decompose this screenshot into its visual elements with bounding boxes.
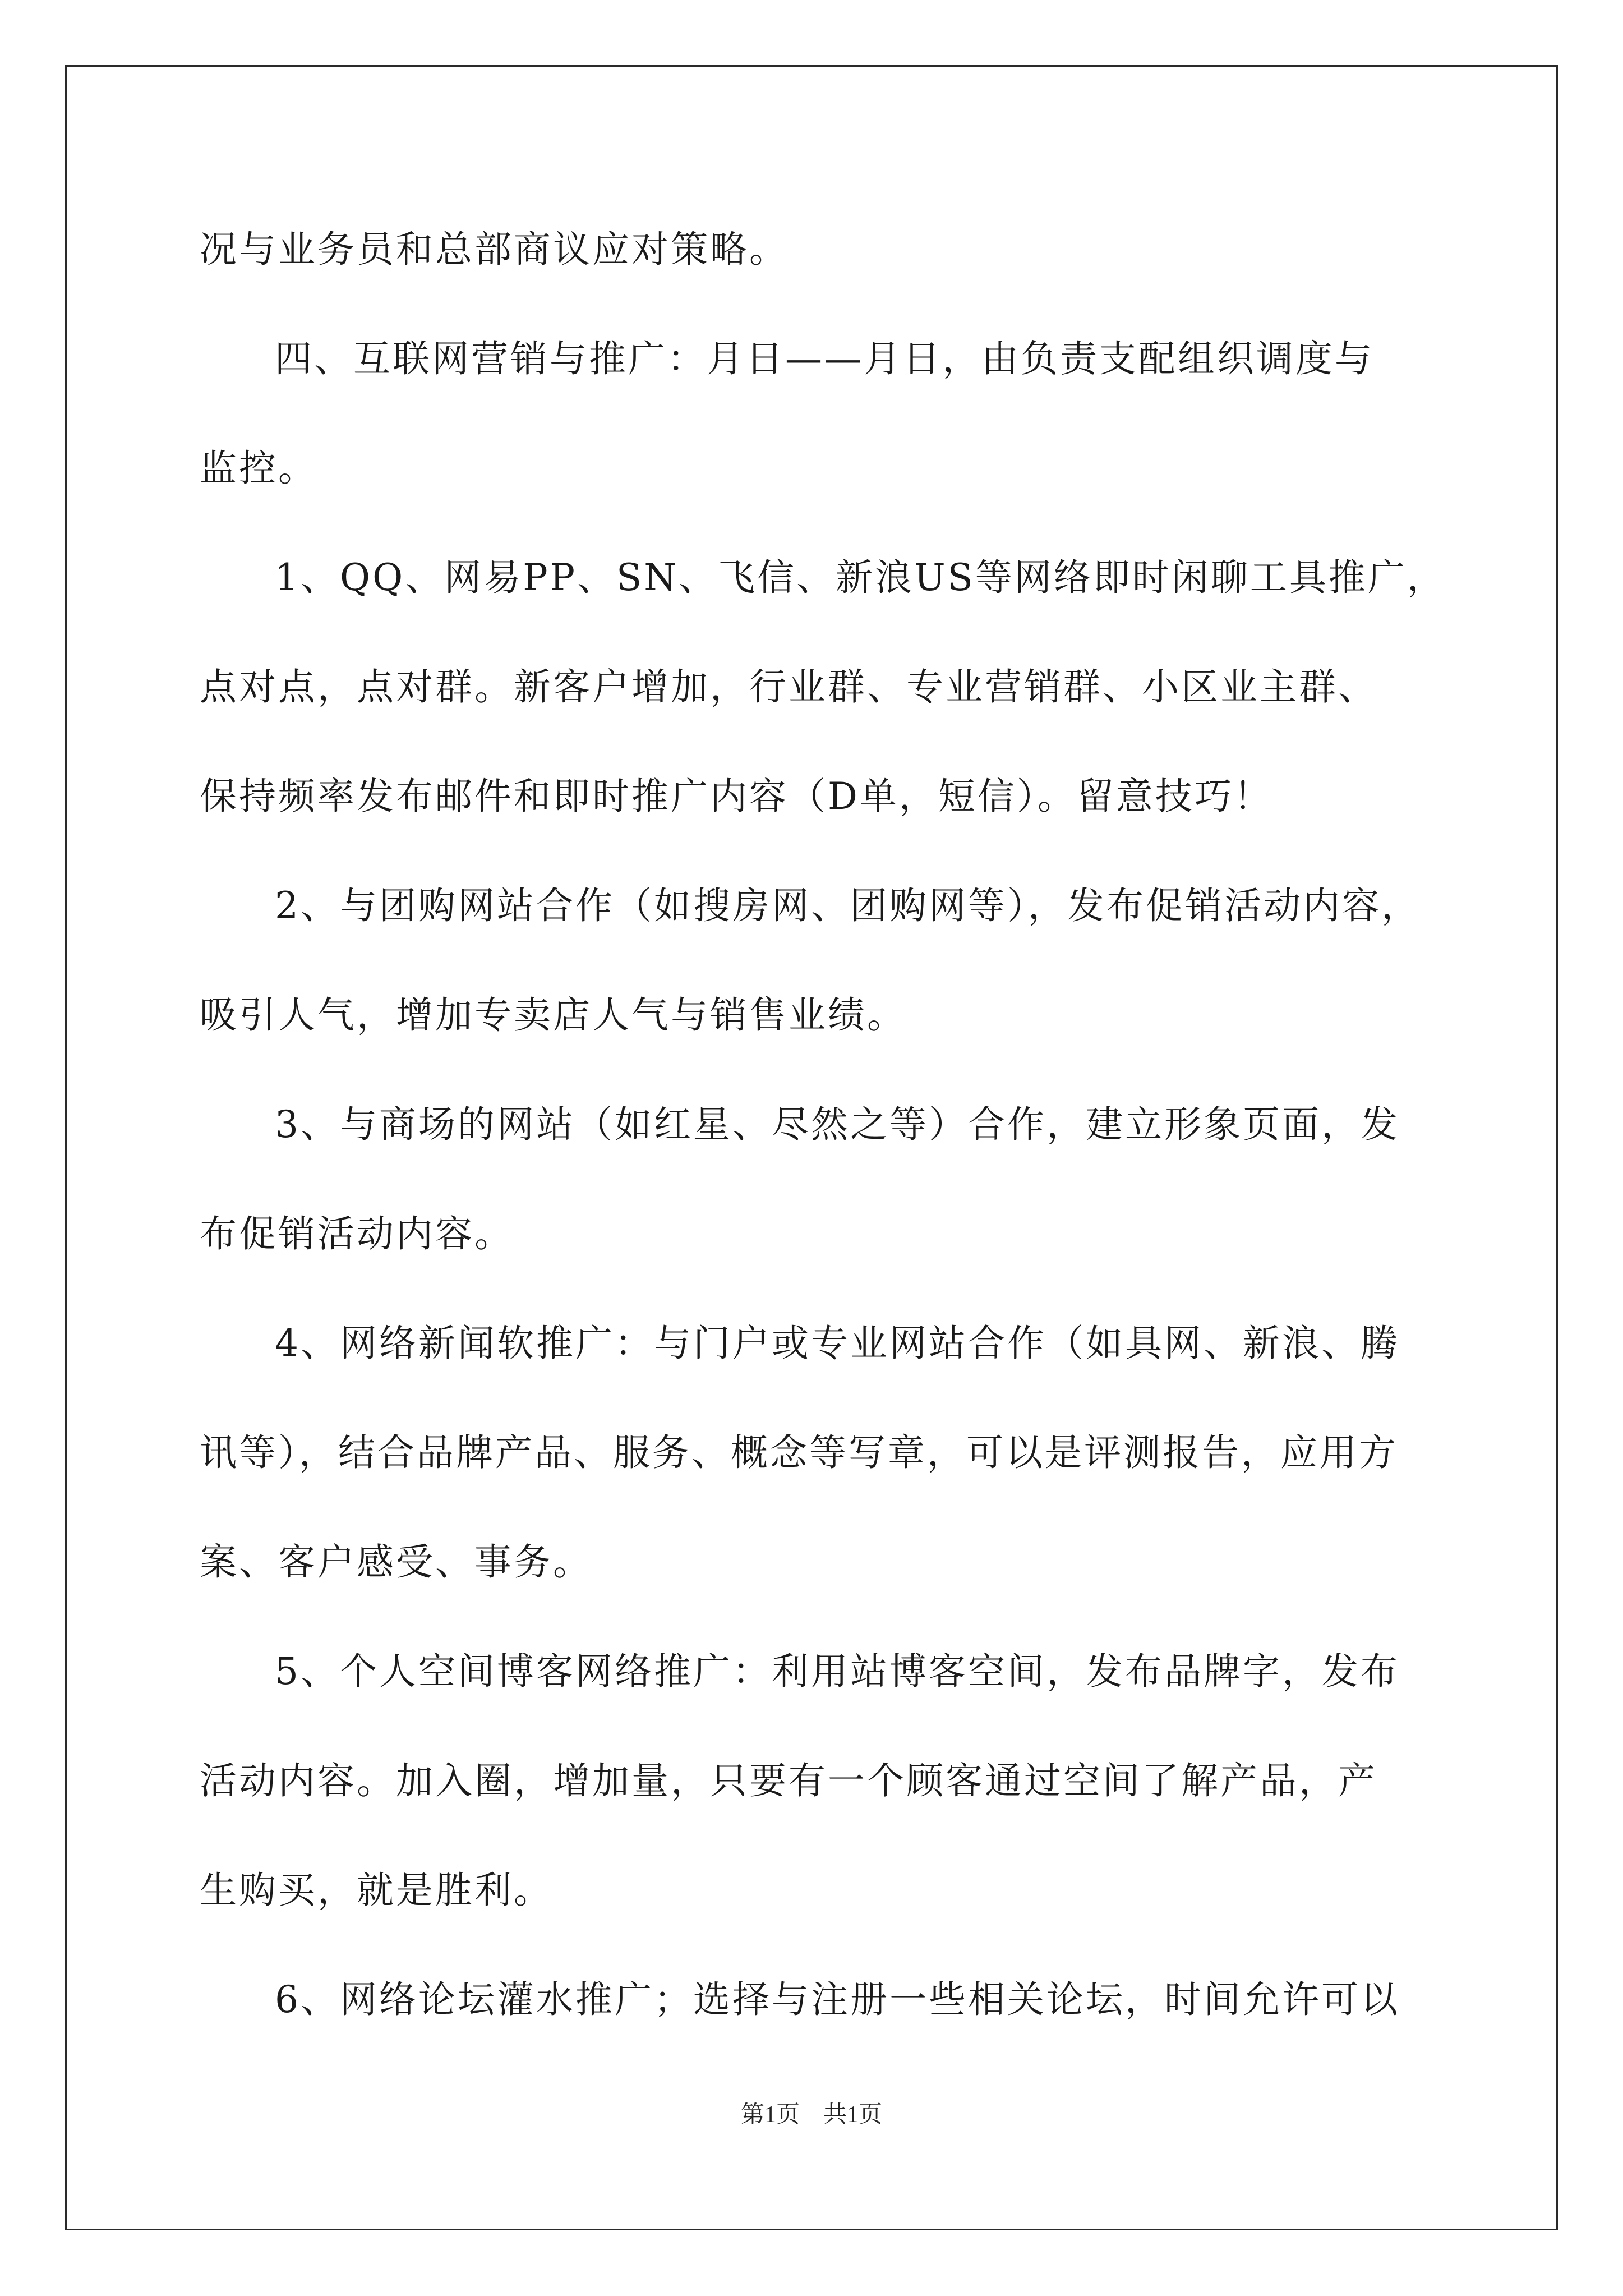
- text-line: 点对点，点对群。新客户增加，行业群、专业营销群、小区业主群、: [200, 665, 1377, 708]
- text-line: 1、QQ、网易PP、SN、飞信、新浪US等网络即时闲聊工具推广，: [275, 556, 1446, 599]
- text-line: 保持频率发布邮件和即时推广内容（D单，短信）。留意技巧！: [200, 775, 1273, 818]
- text-line: 5、个人空间博客网络推广：利用站博客空间，发布品牌字，发布: [275, 1650, 1400, 1693]
- text-line: 布促销活动内容。: [200, 1212, 514, 1255]
- text-line: 6、网络论坛灌水推广；选择与注册一些相关论坛，时间允许可以: [275, 1978, 1400, 2021]
- text-line: 吸引人气，增加专卖店人气与销售业绩。: [200, 993, 906, 1037]
- text-line: 况与业务员和总部商议应对策略。: [200, 228, 789, 271]
- text-line: 生购买，就是胜利。: [200, 1869, 553, 1912]
- text-line: 四、互联网营销与推广：月日——月日，由负责支配组织调度与: [275, 337, 1374, 380]
- text-line: 3、与商场的网站（如红星、尽然之等）合作，建立形象页面，发: [275, 1103, 1400, 1146]
- text-line: 活动内容。加入圈，增加量，只要有一个顾客通过空间了解产品，产: [200, 1759, 1377, 1802]
- text-line: 监控。: [200, 447, 317, 490]
- text-line: 讯等），结合品牌产品、服务、概念等写章，可以是评测报告，应用方: [200, 1431, 1398, 1474]
- page-footer: 第1页 共1页: [740, 2102, 882, 2128]
- text-line: 2、与团购网站合作（如搜房网、团购网等），发布促销活动内容，: [275, 884, 1421, 927]
- text-line: 4、网络新闻软推广：与门户或专业网站合作（如具网、新浪、腾: [275, 1322, 1400, 1365]
- text-line: 案、客户感受、事务。: [200, 1540, 592, 1584]
